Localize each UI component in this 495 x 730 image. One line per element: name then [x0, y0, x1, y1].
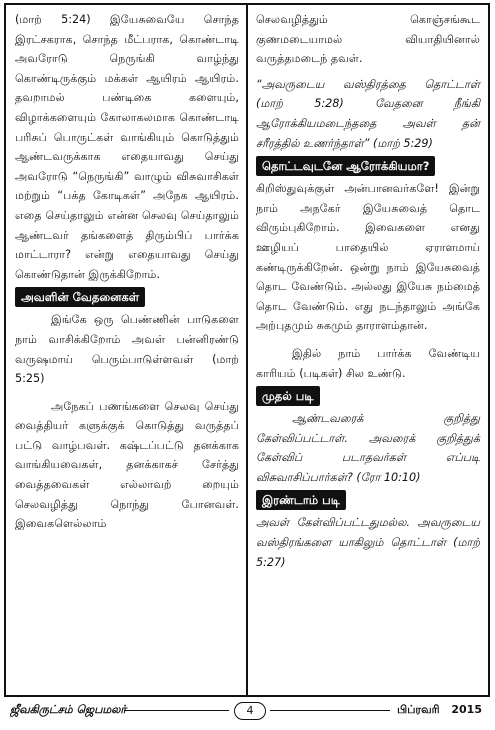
column-divider [246, 3, 248, 697]
section-heading-second-step: இரண்டாம் படி [256, 490, 346, 510]
left-column [15, 10, 239, 534]
right-column [256, 10, 480, 572]
right-paragraph-3: இதில் நாம் பார்க்க வேண்டிய காரியம் (படிகள்) சில உண்டு. [256, 346, 480, 380]
page-footer [4, 700, 490, 724]
issue-year: 2015 [451, 703, 482, 716]
page-number: 4 [234, 702, 266, 720]
left-paragraph-3: அநேகப் பணங்களை செலவு செய்து வைத்தியர் களுக்குக் கொடுத்து வருத்தப் பட்டு வாழ்பவள். கஷ்டப்பட்டு தனக்காக வாங்கியவைகள், தனக்காகச் சேர்த்து வைத்தவைகள் எல்லாவற் றையும் செலவழித்து நொந்து போனவள். இவைகளெல்லாம் [15, 399, 239, 531]
section-heading-first-step: முதல் படி [256, 386, 320, 406]
left-paragraph-2: இங்கே ஒரு பெண்ணின் பாடுகளை நாம் வாசிக்கிறோம் அவள் பன்னிரண்டு வருஷமாய் பெரும்பாடுள்ளவள் (மாற் 5:25) [15, 313, 239, 386]
scripture-quote: “அவருடைய வஸ்திரத்தை தொட்டாள் (மாற் 5:28) வேதனை நீங்கி ஆரோக்கியமடைந்ததை அவள் தன் சரீரத்தில் உணர்ந்தாள்” (மாற் 5:29) [256, 77, 480, 150]
section-heading-healed-on-touch: தொட்டவுடனே ஆரோக்கியமா? [256, 156, 435, 176]
footer-rule-left [124, 710, 229, 711]
right-paragraph-1: செலவழித்தும் கொஞ்சங்கூட குணமடையாமல் வியாதியினால் வருத்தமடைந் தவள். [256, 13, 480, 66]
footer-rule-right [270, 710, 390, 711]
right-paragraph-4: ஆண்டவரைக் குறித்து கேள்விப்பட்டாள். அவரைக் குறித்துக் கேள்விப் படாதவர்கள் எப்படி விசுவாசிப்பார்கள்? (ரோ 10:10) [256, 412, 480, 484]
right-paragraph-2: கிறிஸ்துவுக்குள் அன்பானவர்களே! இன்று நாம் அநகேர் இயேசுவைத் தொட விரும்புகிறோம். இவைகளை எனது ஊழியப் பாதையில் ஏராளமாய் கண்டிருக்கிறேன். ஒன்று நாம் இயேசுவைத் தொட வேண்டும். அல்லது இயேசு நம்மைத் தொட வேண்டும். எது நடந்தாலும் அங்கே அற்புதமும் சுகமும் தாராளம்தான். [256, 182, 480, 333]
left-paragraph-1: (மாற் 5:24) இயேசுவையே சொந்த இரட்சகராக, சொந்த மீட்பராக, கொண்டாடி அவரோடு நெருங்கி வாழ்ந்து கொண்டிருக்கும் மக்கள் ஆயிரம் ஆயிரம். தவறாமல் பண்டிகை களையும், விழாக்களையும் கோலாகலமாக கொண்டாடி பரிசுப் பொருட்கள் வாங்கியும் கொடுத்தும் ஆண்டவருக்காக எதையாவது செய்து அவரோடு “நெருங்கி” வாழும் விசுவாசிகள் மற்றும் “பக்த கோடிகள்” அநேக ஆயிரம். எதை செய்தாலும் என்ன செலவு செய்தாலும் ஆண்டவர் தங்களைத் திரும்பிப் பார்க்க மாட்டாரா? என்று எதையாவது செய்து கொண்டுதான் இருக்கிறோம். [15, 13, 239, 281]
issue-date [397, 703, 482, 718]
magazine-name: ஜீவகிருட்சம் ஜெபமலர் [10, 703, 127, 716]
issue-month: பிப்ரவரி [397, 703, 440, 716]
section-heading-her-sufferings: அவளின் வேதனைகள் [15, 287, 145, 307]
right-paragraph-5: அவள் கேள்விப்பட்டதுமல்ல. அவருடைய வஸ்திரங்களை யாகிலும் தொட்டாள் (மாற் 5:27) [256, 516, 480, 569]
